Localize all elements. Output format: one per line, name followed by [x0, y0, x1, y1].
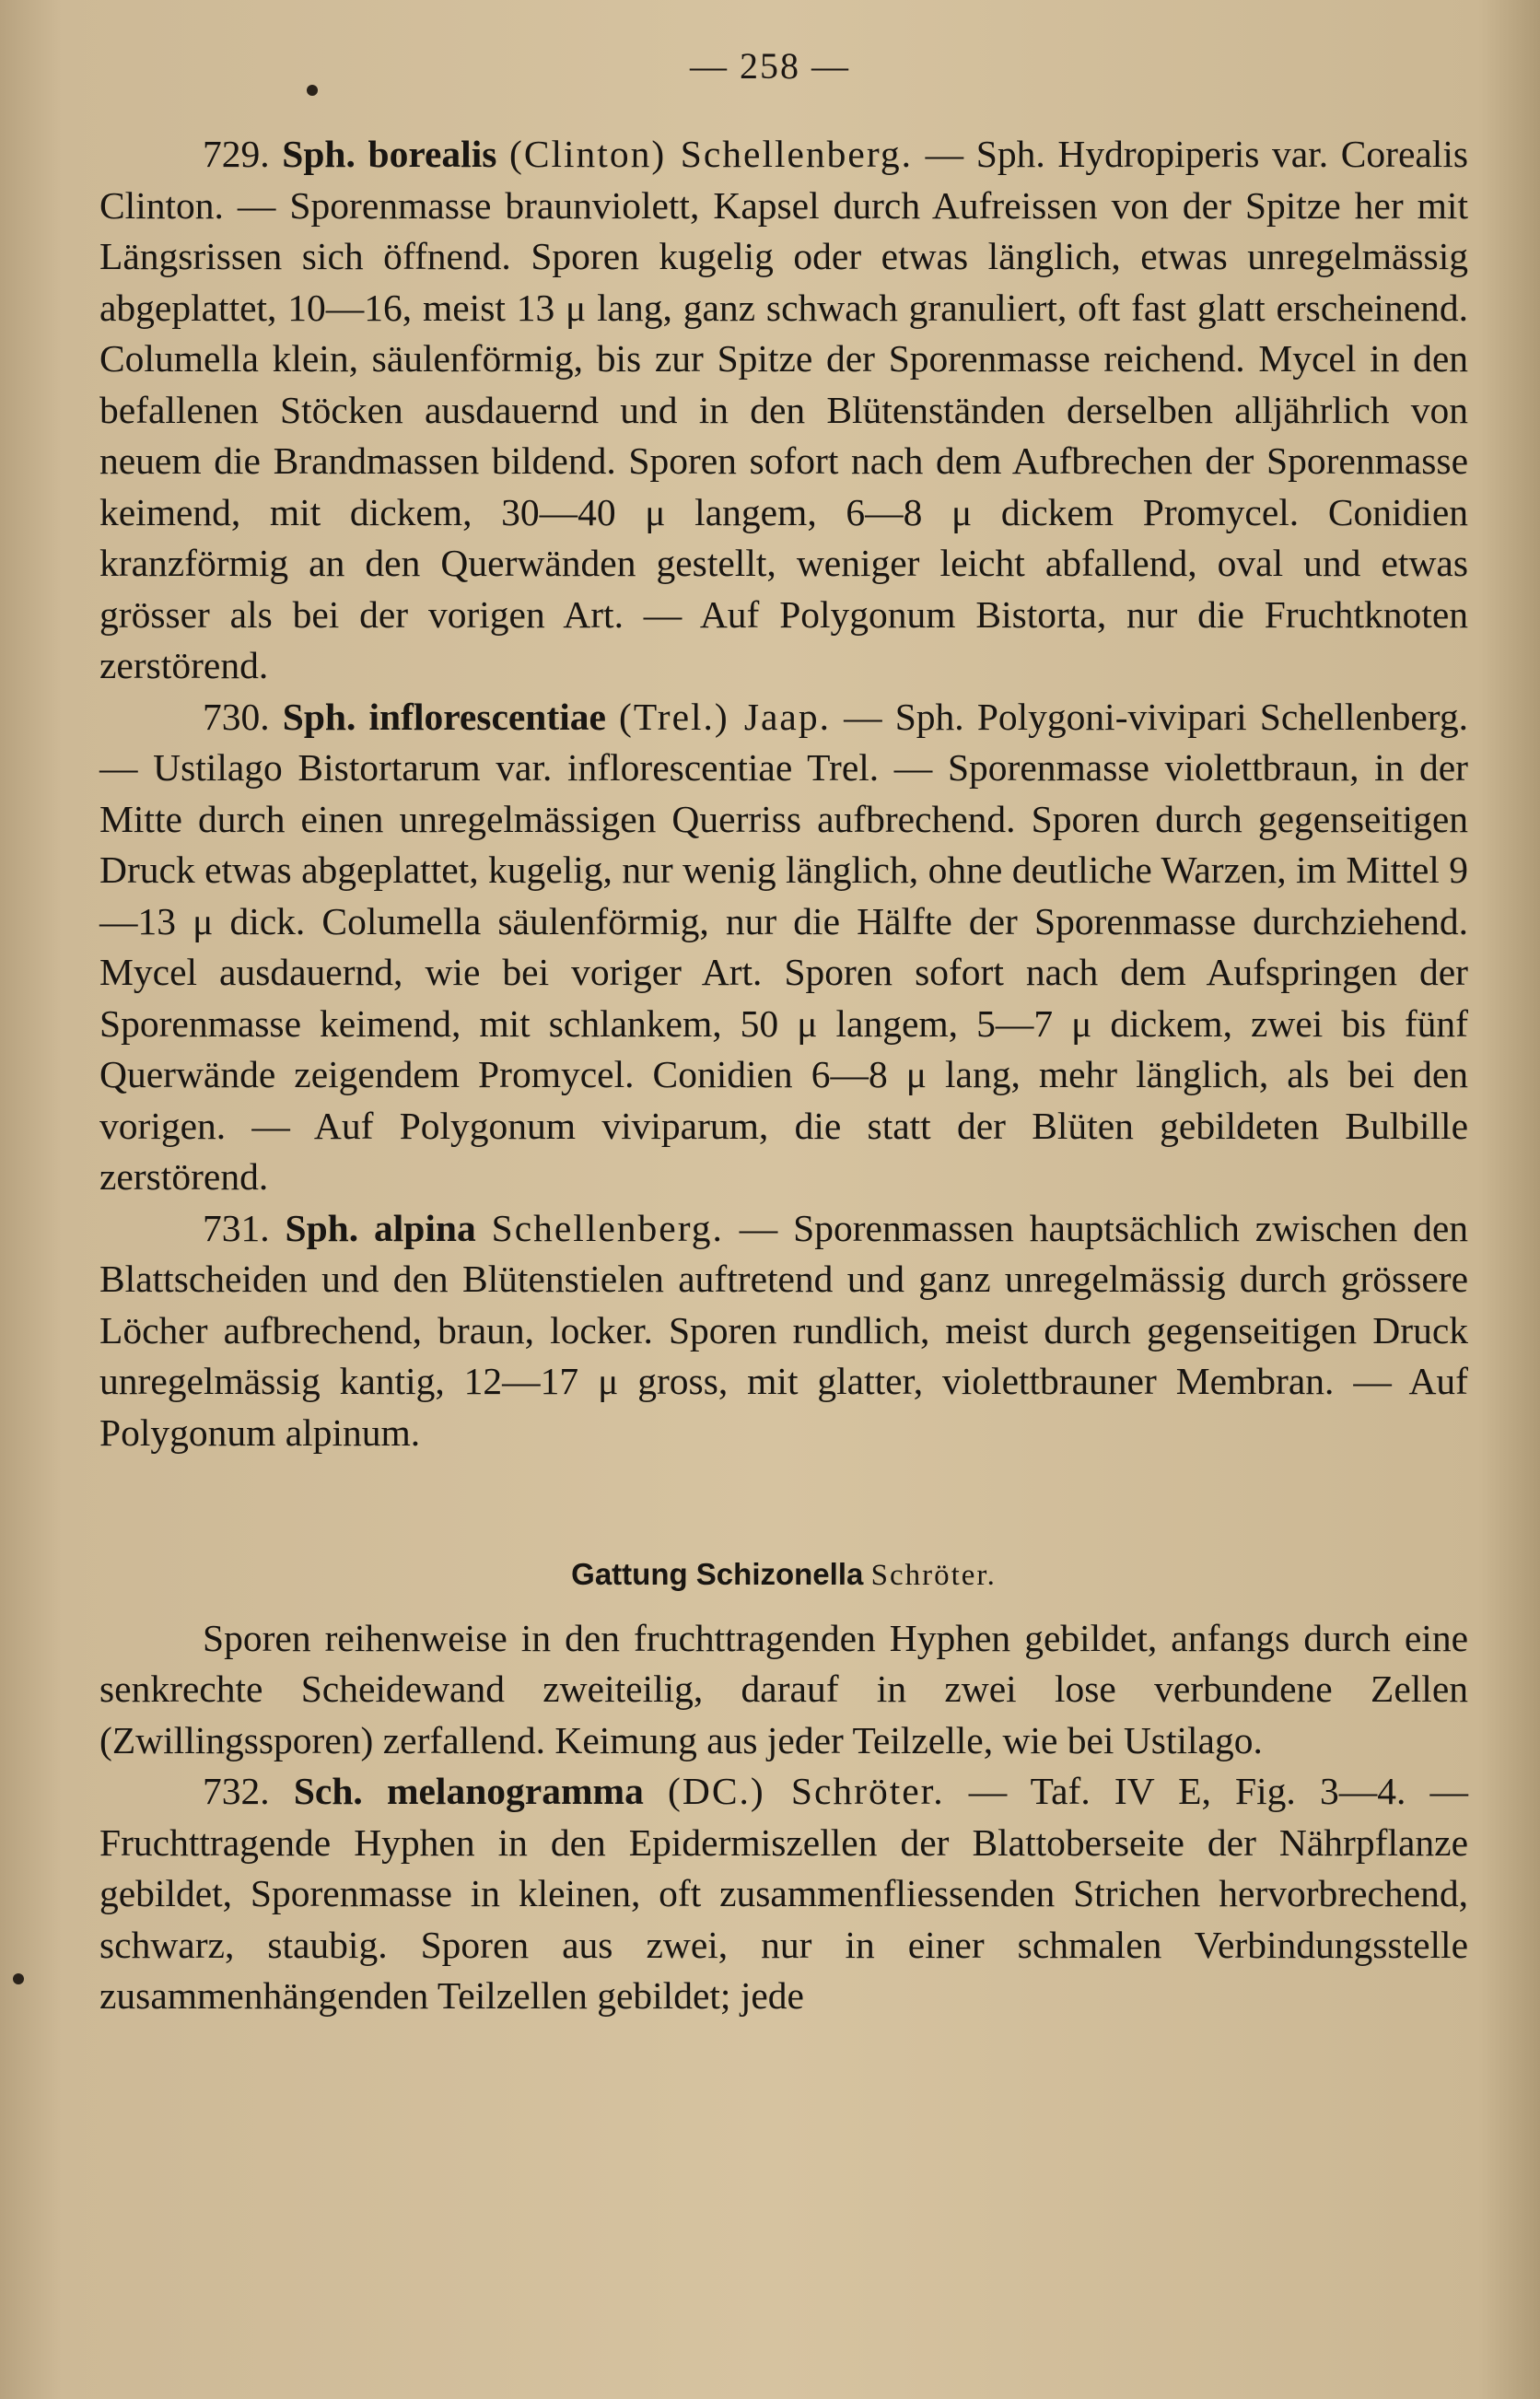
entry-body: — Taf. IV E, Fig. 3—4. — Fruchttragende Hyphen in den Epidermiszellen der Blattoberseite der Nährpflanze gebildet, Sporenmasse in kleinen, oft zusammenfliessenden Strichen hervorbrechend, schwarz, staubig. Sporen aus zwei, nur in einer schmalen Verbindungsstelle zusammenhängenden Teilzellen gebildet; jede	[99, 1770, 1469, 2017]
genus-description: Sporen reihenweise in den fruchttragenden Hyphen gebildet, anfangs durch eine senkrechte Scheidewand zweiteilig, darauf in zwei lose verbundene Zellen (Zwillingssporen) zerfallend. Keimung aus jeder Teilzelle, wie bei Ustilago.	[99, 1616, 1468, 1761]
page-number: — 258 —	[690, 45, 850, 87]
entry-number: 731.	[203, 1206, 270, 1249]
genus-author: Schröter.	[870, 1559, 997, 1592]
entry-body: — Sph. Hydropiperis var. Corealis Clinton. — Sporenmasse braunviolett, Kapsel durch Aufreissen von der Spitze her mit Längsrissen sich öffnend. Sporen kugelig oder etwas länglich, etwas unregelmässig abgeplattet, 10—16, meist 13 μ lang, ganz schwach granuliert, oft fast glatt erscheinend. Columella klein, säulenförmig, bis zur Spitze der Sporenmasse reichend. Mycel in den befallenen Stöcken ausdauernd und in den Blütenständen derselben alljährlich von neuem die Brandmassen bildend. Sporen sofort nach dem Aufbrechen der Sporenmasse keimend, mit dickem, 30—40 μ langem, 6—8 μ dickem Promycel. Conidien kranzförmig an den Querwänden gestellt, weniger leicht abfallend, oval und etwas grösser als bei der vorigen Art. — Auf Polygonum Bistorta, nur die Fruchtknoten zerstörend.	[99, 133, 1468, 686]
genus-heading	[99, 1549, 1468, 1602]
entry-number: 730.	[203, 695, 270, 738]
genus-label: Gattung Schizonella	[571, 1557, 864, 1591]
entry-729	[99, 129, 1468, 692]
species-name: Sph. inflorescentiae	[282, 695, 606, 738]
authority: (Trel.) Jaap.	[619, 695, 831, 738]
authority: Schellenberg.	[491, 1206, 724, 1249]
ink-spot	[13, 1973, 24, 1984]
entry-732	[99, 1766, 1468, 2022]
entry-number: 729.	[203, 133, 270, 175]
entry-730	[99, 692, 1468, 1203]
species-name: Sph. borealis	[282, 133, 497, 175]
entry-731	[99, 1203, 1468, 1459]
species-name: Sph. alpina	[285, 1206, 476, 1249]
entry-body: — Sph. Polygoni-vivipari Schellenberg. — Ustilago Bistortarum var. inflorescentiae Trel. — Sporenmasse violettbraun, in der Mitte durch einen unregelmässigen Querriss aufbrechend. Sporen durch gegenseitigen Druck etwas abgeplattet, kugelig, nur wenig länglich, ohne deutliche Warzen, im Mittel 9—13 μ dick. Columella säulenförmig, nur die Hälfte der Sporenmasse durchziehend. Mycel ausdauernd, wie bei voriger Art. Sporen sofort nach dem Aufspringen der Sporenmasse keimend, mit schlankem, 50 μ langem, 5—7 μ dickem, zwei bis fünf Querwände zeigendem Promycel. Conidien 6—8 μ lang, mehr länglich, als bei den vorigen. — Auf Polygonum viviparum, die statt der Blüten gebildeten Bulbille zerstörend.	[99, 695, 1469, 1198]
authority: (Clinton) Schellenberg.	[509, 133, 914, 175]
authority: (DC.) Schröter.	[668, 1770, 945, 1812]
page-text	[99, 129, 1468, 2022]
entry-body: — Sporenmassen hauptsächlich zwischen den Blattscheiden und den Blütenstielen auftretend und ganz unregelmässig durch grössere Löcher aufbrechend, braun, locker. Sporen rundlich, meist durch gegenseitigen Druck unregelmässig kantig, 12—17 μ gross, mit glatter, violettbrauner Membran. — Auf Polygonum alpinum.	[99, 1206, 1469, 1454]
species-name: Sch. melanogramma	[293, 1770, 644, 1812]
entry-number: 732.	[203, 1770, 270, 1812]
